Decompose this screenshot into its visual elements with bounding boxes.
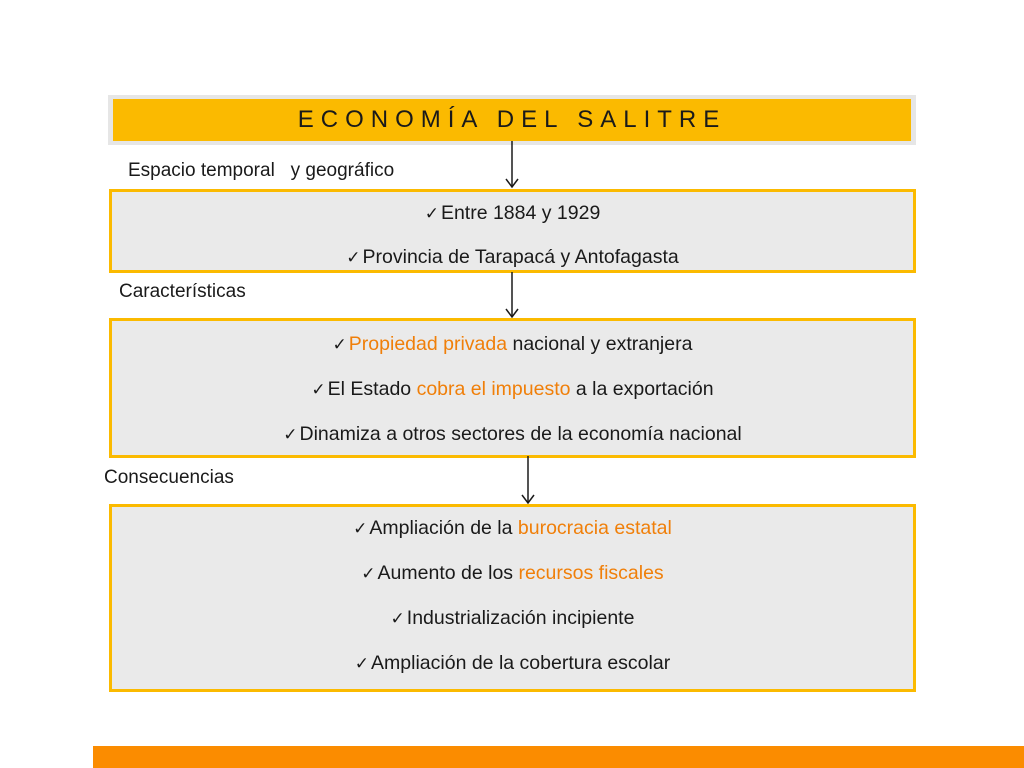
box-caracteristicas: [109, 318, 916, 458]
diagram-title: ECONOMÍA DEL SALITRE: [297, 106, 727, 133]
check-icon: ✓: [390, 609, 405, 629]
section-label-espacio: Espacio temporal y geográfico: [128, 160, 395, 181]
list-item: ✓ Industrialización incipiente: [390, 607, 635, 629]
check-icon: ✓: [361, 564, 376, 584]
section-label-caracteristicas: Características: [119, 281, 246, 302]
list-item: ✓ Propiedad privada nacional y extranjera: [332, 333, 693, 355]
section-label-consecuencias: Consecuencias: [104, 467, 234, 488]
list-item: ✓ Dinamiza a otros sectores de la economía nacional: [283, 423, 742, 445]
check-icon: ✓: [353, 519, 368, 539]
list-item: ✓ Entre 1884 y 1929: [424, 202, 601, 224]
arrow-down-1: [502, 141, 522, 191]
check-icon: ✓: [332, 335, 347, 355]
list-item: ✓ Ampliación de la cobertura escolar: [354, 652, 671, 674]
arrow-down-2: [502, 272, 522, 320]
title-bar: [113, 99, 911, 141]
check-icon: ✓: [311, 380, 326, 400]
check-icon: ✓: [354, 654, 370, 674]
list-item: ✓ Provincia de Tarapacá y Antofagasta: [346, 246, 679, 268]
box-consecuencias: [109, 504, 916, 692]
list-item: ✓ El Estado cobra el impuesto a la exportación: [311, 378, 714, 400]
arrow-down-3: [518, 456, 538, 506]
list-item: ✓ Aumento de los recursos fiscales: [361, 562, 664, 584]
footer-accent-bar: [93, 746, 1024, 768]
check-icon: ✓: [424, 204, 439, 224]
box-espacio: [109, 189, 916, 273]
check-icon: ✓: [346, 248, 361, 268]
check-icon: ✓: [283, 425, 298, 445]
list-item: ✓ Ampliación de la burocracia estatal: [353, 517, 672, 539]
